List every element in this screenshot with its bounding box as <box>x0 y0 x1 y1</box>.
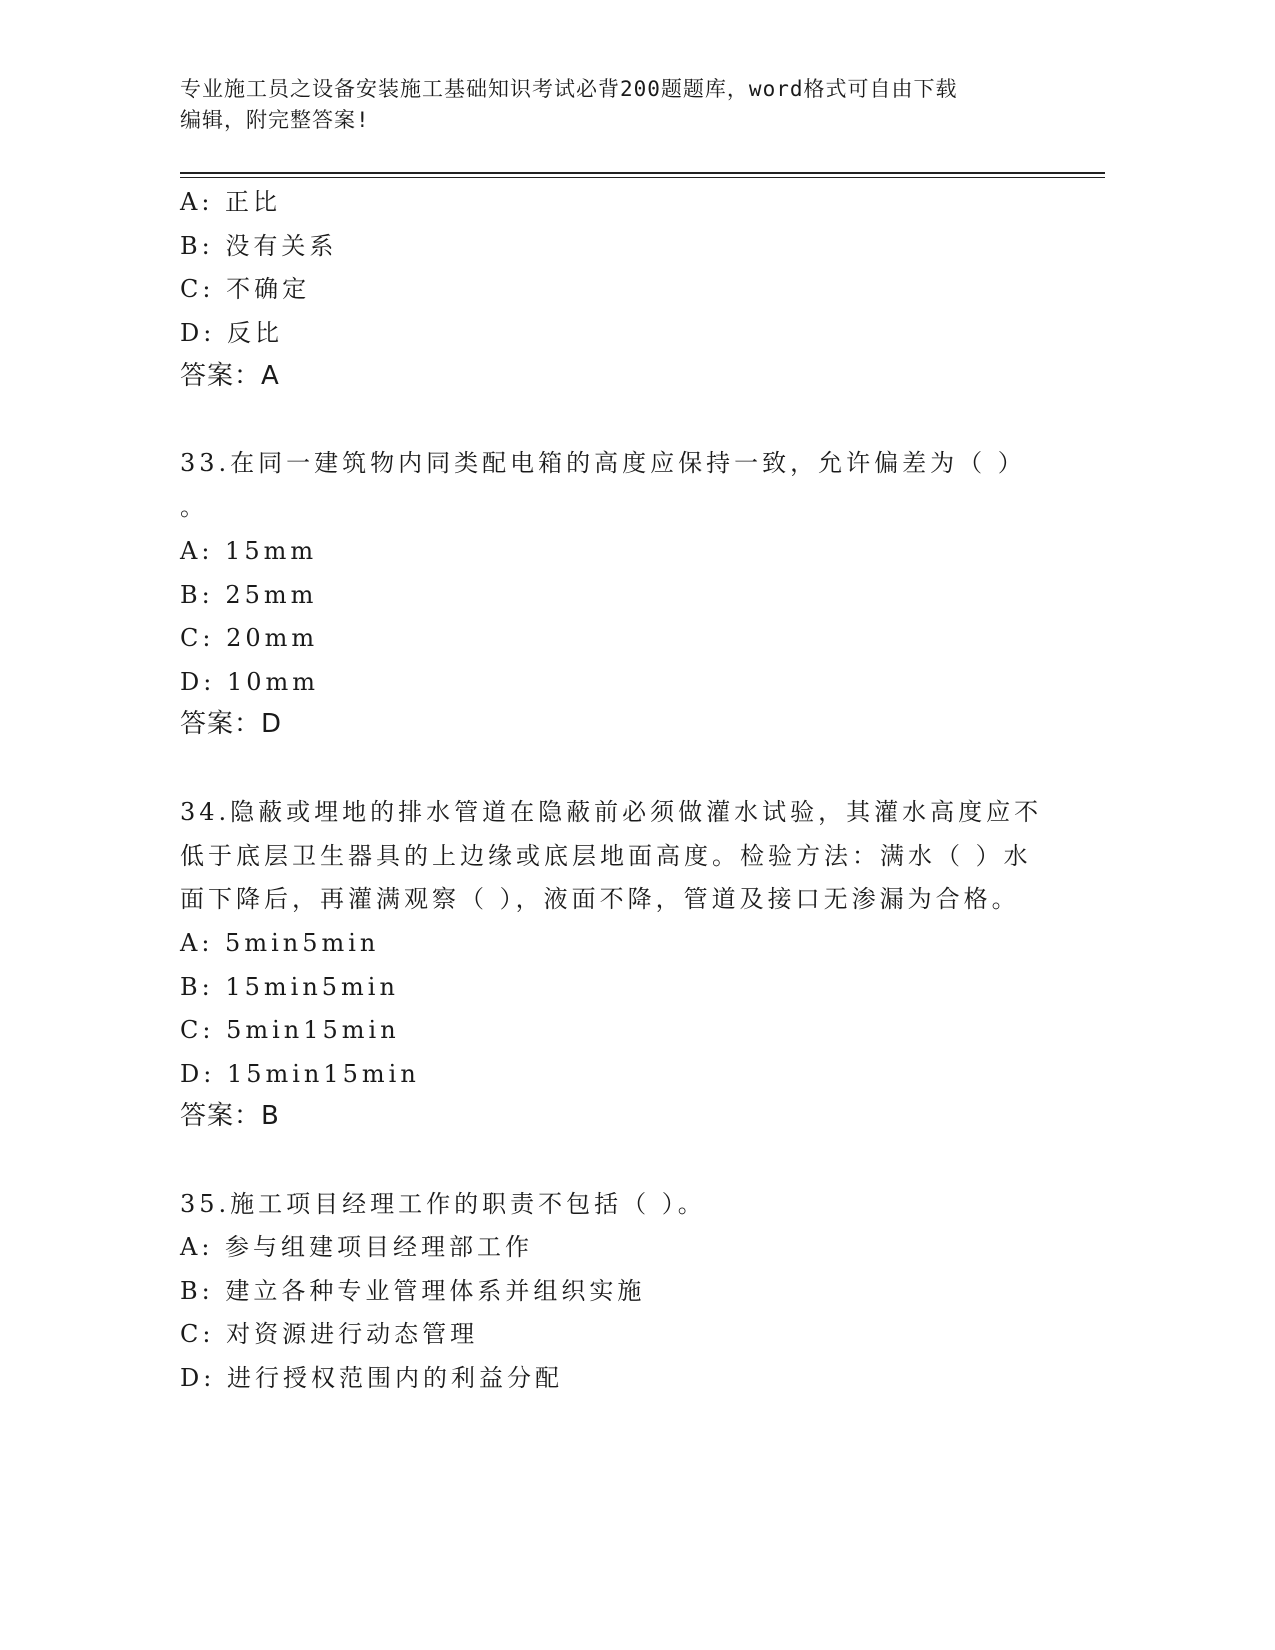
header-line-2: 编辑，附完整答案! <box>180 108 370 132</box>
q32-option-b: B: 没有关系 <box>180 232 338 260</box>
q35-option-c: C: 对资源进行动态管理 <box>180 1320 479 1348</box>
q32-answer: 答案：A <box>180 361 280 391</box>
q34-option-d: D: 15min15min <box>180 1060 420 1088</box>
q34-option-b: B: 15min5min <box>180 973 399 1001</box>
q35-stem: 35.施工项目经理工作的职责不包括（ ）。 <box>180 1190 706 1218</box>
q33-stem-cont: 。 <box>180 493 208 521</box>
q33-stem: 33.在同一建筑物内同类配电箱的高度应保持一致，允许偏差为（ ） <box>180 449 1026 477</box>
q34-answer: 答案：B <box>180 1101 280 1131</box>
q33-answer: 答案：D <box>180 709 283 739</box>
q34-stem-line-3: 面下降后，再灌满观察（ ），液面不降，管道及接口无渗漏为合格。 <box>180 885 1020 913</box>
header-divider-thick <box>180 172 1105 174</box>
q34-stem-line-1: 34.隐蔽或埋地的排水管道在隐蔽前必须做灌水试验，其灌水高度应不 <box>180 798 1043 826</box>
q34-option-a: A: 5min5min <box>180 929 380 957</box>
header-divider-thin <box>180 177 1105 178</box>
q35-option-b: B: 建立各种专业管理体系并组织实施 <box>180 1277 646 1305</box>
q34-stem-line-2: 低于底层卫生器具的上边缘或底层地面高度。检验方法：满水（ ）水 <box>180 842 1032 870</box>
q35-option-d: D: 进行授权范围内的利益分配 <box>180 1364 563 1392</box>
q32-option-d: D: 反比 <box>180 319 283 347</box>
q32-option-c: C: 不确定 <box>180 275 311 303</box>
q33-option-d: D: 10mm <box>180 668 320 696</box>
document-header <box>180 74 1040 136</box>
q33-option-b: B: 25mm <box>180 581 318 609</box>
q32-option-a: A: 正比 <box>180 188 282 216</box>
q33-option-c: C: 20mm <box>180 624 319 652</box>
q35-option-a: A: 参与组建项目经理部工作 <box>180 1233 534 1261</box>
header-line-1: 专业施工员之设备安装施工基础知识考试必背200题题库，word格式可自由下载 <box>180 77 958 101</box>
q34-option-c: C: 5min15min <box>180 1016 400 1044</box>
q33-option-a: A: 15mm <box>180 537 318 565</box>
